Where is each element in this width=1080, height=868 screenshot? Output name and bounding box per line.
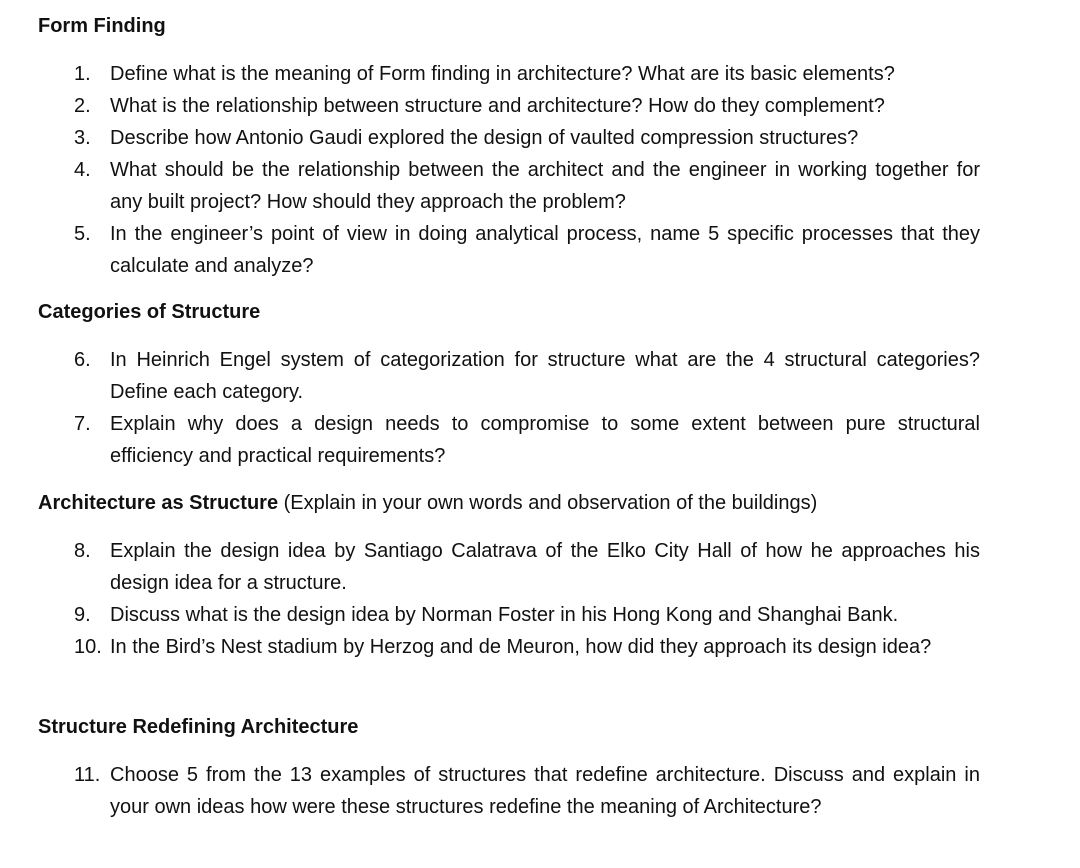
- question-number: 9.: [74, 604, 91, 626]
- question-number: 8.: [74, 540, 91, 562]
- section-heading-architecture-as-structure: [38, 487, 817, 519]
- heading-text: Categories of Structure: [38, 301, 261, 323]
- question-item-5: [38, 218, 980, 282]
- question-list-categories: [38, 344, 980, 472]
- question-list-architecture: [38, 535, 980, 663]
- section-heading-structure-redefining: [38, 711, 358, 743]
- question-text: Define what is the meaning of Form finding in architecture? What are its basic elements?: [110, 63, 895, 85]
- question-text: Describe how Antonio Gaudi explored the design of vaulted compression structures?: [110, 127, 859, 149]
- question-item-7: [38, 408, 980, 472]
- question-item-9: [38, 599, 980, 631]
- question-text: Explain why does a design needs to compromise to some extent between pure structural efficiency and practical requirements?: [110, 413, 980, 467]
- question-item-4: [38, 154, 980, 218]
- heading-note: (Explain in your own words and observation of the buildings): [283, 492, 818, 514]
- question-text: What should be the relationship between the architect and the engineer in working together for any built project? How should they approach the problem?: [110, 159, 980, 213]
- question-number: 7.: [74, 413, 91, 435]
- question-number: 6.: [74, 349, 91, 371]
- question-text: In Heinrich Engel system of categorization for structure what are the 4 structural categories? Define each category.: [110, 349, 980, 403]
- heading-text: Structure Redefining Architecture: [38, 716, 359, 738]
- question-number: 11.: [74, 764, 101, 786]
- question-number: 2.: [74, 95, 91, 117]
- question-item-11: [38, 759, 980, 823]
- question-text: In the Bird’s Nest stadium by Herzog and de Meuron, how did they approach its design idea?: [110, 636, 932, 658]
- heading-text: Architecture as Structure: [38, 492, 279, 514]
- question-item-8: [38, 535, 980, 599]
- question-number: 10.: [74, 636, 102, 658]
- question-item-1: [38, 58, 980, 90]
- question-number: 1.: [74, 63, 91, 85]
- question-number: 5.: [74, 223, 91, 245]
- question-item-3: [38, 122, 980, 154]
- question-item-2: [38, 90, 980, 122]
- question-text: Choose 5 from the 13 examples of structures that redefine architecture. Discuss and explain in your own ideas how were these structures redefine the meaning of Architecture?: [110, 764, 980, 818]
- question-item-10: [38, 631, 980, 663]
- heading-text: Form Finding: [38, 15, 166, 37]
- question-number: 4.: [74, 159, 91, 181]
- section-heading-categories-of-structure: [38, 296, 260, 328]
- question-list-form-finding: [38, 58, 980, 282]
- question-text: Explain the design idea by Santiago Calatrava of the Elko City Hall of how he approaches his design idea for a structure.: [110, 540, 980, 594]
- question-text: In the engineer’s point of view in doing analytical process, name 5 specific processes that they calculate and analyze?: [110, 223, 980, 277]
- question-item-6: [38, 344, 980, 408]
- question-text: What is the relationship between structure and architecture? How do they complement?: [110, 95, 885, 117]
- section-heading-form-finding: [38, 10, 166, 42]
- question-list-redefining: [38, 759, 980, 823]
- question-text: Discuss what is the design idea by Norman Foster in his Hong Kong and Shanghai Bank.: [110, 604, 899, 626]
- question-number: 3.: [74, 127, 91, 149]
